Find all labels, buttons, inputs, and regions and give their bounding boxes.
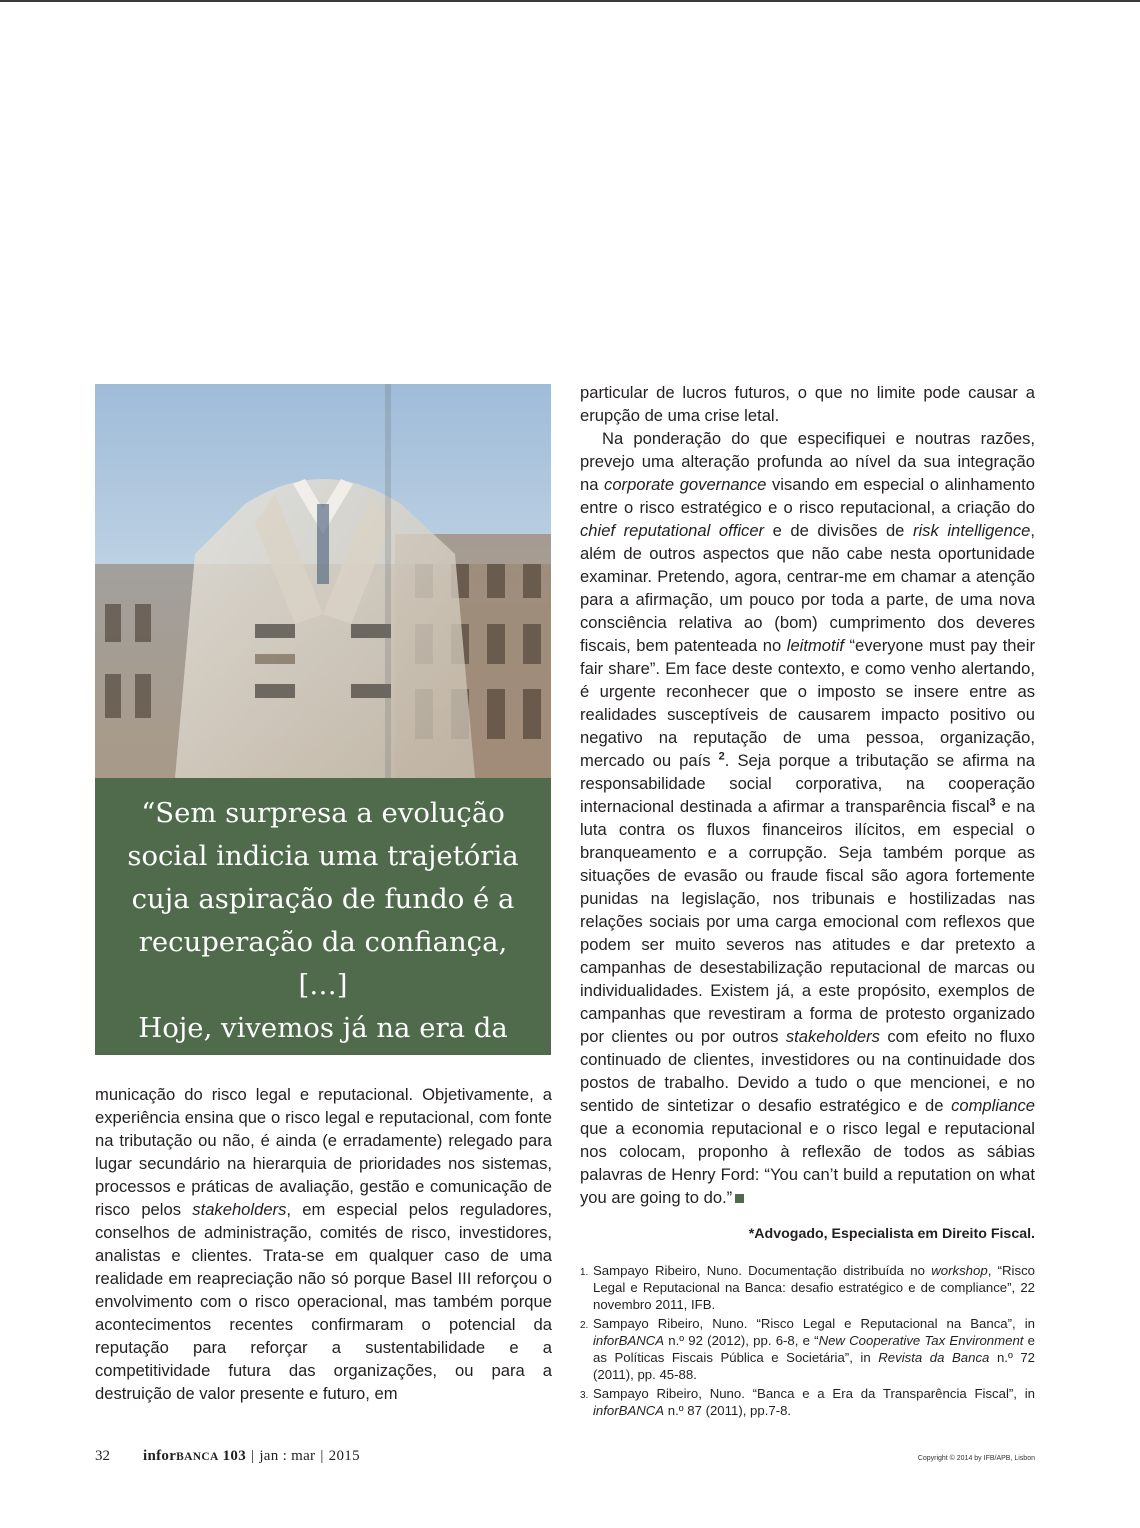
footnote-ref: 3	[989, 796, 996, 809]
body-paragraph: particular de lucros futuros, o que no limite pode causar a erupção de uma crise letal.	[580, 383, 1035, 425]
quote-line: Hoje, vivemos já na era da	[138, 1012, 508, 1044]
end-mark-icon	[735, 1194, 744, 1203]
right-column	[580, 381, 1035, 1209]
article-photo	[95, 384, 551, 778]
footnotes	[580, 1262, 1035, 1421]
page-number: 32	[95, 1448, 110, 1464]
quote-line: economia reputacional.”	[152, 1055, 494, 1087]
author-note: *Advogado, Especialista em Direito Fiscal.	[748, 1226, 1035, 1242]
pull-quote	[95, 778, 551, 1087]
footnote: 3. Sampayo Ribeiro, Nuno. “Banca e a Era da Transparência Fiscal”, in inforBANCA n.º 87 (2011), pp.7-8.	[580, 1386, 1035, 1418]
left-column	[95, 1083, 552, 1405]
top-rule	[0, 0, 1140, 2]
footnote: 1. Sampayo Ribeiro, Nuno. Documentação distribuída no workshop, “Risco Legal e Reputacional na Banca: desafio estratégico e de compliance”, 22 novembro 2011, IFB.	[580, 1263, 1035, 1312]
body-paragraph: Na ponderação do que especifiquei e noutras razões, prevejo uma alteração profunda ao nível da sua integração na corporate governance visando em especial o alinhamento entre o risco estratégico e o risco reputacional, a criação do chief reputational officer e de divisões de risk intelligence, além de outros aspectos que não cabe nesta oportunidade examinar. Pretendo, agora, centrar-me em chamar a atenção para a afirmação, um pouco por toda a parte, de uma nova consciência relativa ao (bom) cumprimento dos deveres fiscais, bem patenteada no leitmotif “everyone must pay their fair share”. Em face deste contexto, e como venho alertando, é urgente reconhecer que o imposto se insere entre as realidades susceptíveis de causarem impacto positivo ou negativo na reputação de uma pessoa, organização, mercado ou país $^2$. Seja porque a tributação se afirma na responsabilidade social corporativa, na cooperação internacional destinada a afirmar a transparência fiscal$^3$ e na luta contra os fluxos financeiros ilícitos, em especial o branqueamento e a corrupção. Seja também porque as situações de evasão ou fraude fiscal são agora fortemente punidas na legislação, nos tribunais e hostilizadas nas relações sociais por uma carga emocional com reflexos que podem ser muito severos nas atitudes e dar pretexto a campanhas de desestabilização reputacional de marcas ou individualidades. Existem já, a este propósito, exemplos de campanhas que revestiram a forma de protesto organizado por clientes ou por outros stakeholders com efeito no fluxo continuado de clientes, investidores ou na continuidade dos postos de trabalho. Devido a tudo o que mencionei, e no sentido de sintetizar o desafio estratégico e de compliance que a economia reputacional e o risco legal e reputacional nos colocam, proponho à reflexão de todos as sábias palavras de Henry Ford: “You can’t build a reputation on what you are going to do.”	[580, 429, 1035, 1207]
quote-line: recuperação da confiança, […]	[138, 926, 508, 1001]
quote-line: “Sem surpresa a evolução	[141, 797, 505, 829]
copyright: Copyright © 2014 by IFB/APB, Lisbon	[917, 1455, 1035, 1462]
footnote: 2. Sampayo Ribeiro, Nuno. “Risco Legal e Reputacional na Banca”, in inforBANCA n.º 92 (2012), pp. 6-8, e “New Cooperative Tax Environment e as Políticas Fiscais Pública e Societária”, in Revista da Banca n.º 72 (2011), pp. 45-88.	[580, 1316, 1036, 1382]
quote-line: social indicia uma trajetória	[127, 840, 519, 872]
page-footer	[95, 1448, 1040, 1470]
magazine-name: inforBANCA 103 | jan : mar | 2015	[143, 1448, 360, 1464]
footnote-ref: 2	[718, 750, 725, 763]
body-paragraph: municação do risco legal e reputacional. Objetivamente, a experiência ensina que o risco legal e reputacional, com fonte na tributação ou não, é ainda (e erradamente) relegado para lugar secundário na hierarquia de prioridades nos sistemas, processos e práticas de avaliação, gestão e comunicação de risco pelos stakeholders, em especial pelos reguladores, conselhos de administração, comités de risco, investidores, analistas e clientes. Trata-se em qualquer caso de uma realidade em reapreciação não só porque Basel III reforçou o envolvimento com o risco operacional, mas também porque acontecimentos recentes confirmaram o potencial da reputação para reforçar a sustentabilidade e a competitividade futura das organizações, ou para a destruição de valor presente e futuro, em	[95, 1085, 552, 1403]
quote-line: cuja aspiração de fundo é a	[131, 883, 515, 915]
